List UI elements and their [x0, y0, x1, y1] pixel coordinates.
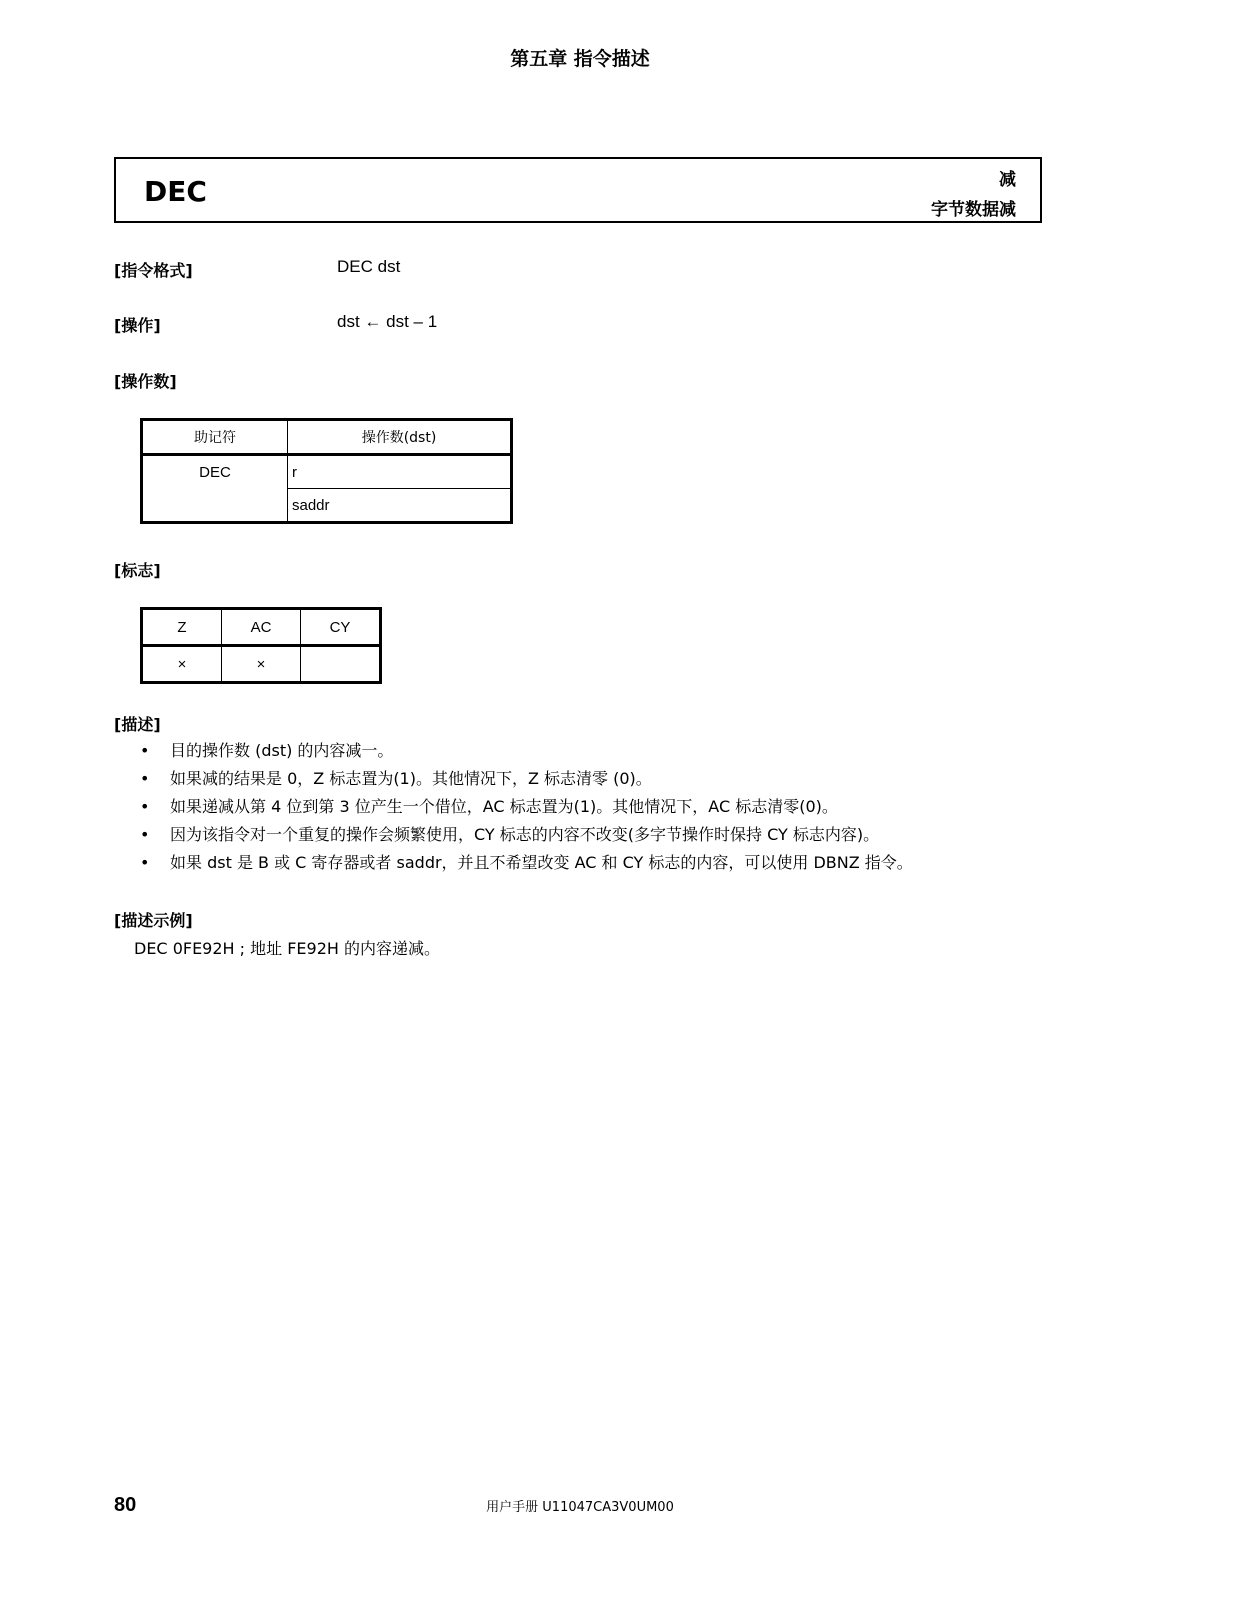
flag-header-z: Z	[142, 609, 222, 646]
list-item	[140, 737, 913, 765]
operands-header-mnemonic: 助记符	[142, 420, 288, 455]
instruction-function-short: 减	[999, 170, 1016, 190]
bullet-icon: •	[140, 825, 150, 844]
table-row	[142, 455, 512, 489]
instruction-title-box	[114, 157, 1042, 223]
instruction-function-long: 字节数据减	[931, 200, 1016, 220]
flag-value-z: ×	[142, 646, 222, 683]
description-label: [描述]	[114, 715, 161, 734]
page-number: 80	[114, 1494, 137, 1516]
example-label: [描述示例]	[114, 911, 193, 930]
operands-mnemonic-cell: DEC	[142, 455, 288, 523]
operation-label: [操作]	[114, 316, 161, 335]
list-item	[140, 821, 913, 849]
bullet-icon: •	[140, 797, 150, 816]
list-item	[140, 765, 913, 793]
instruction-mnemonic: DEC	[144, 175, 207, 208]
operand-cell: r	[288, 455, 512, 489]
description-text: 因为该指令对一个重复的操作会频繁使用，CY 标志的内容不改变(多字节操作时保持 CY 标志内容)。	[170, 825, 880, 844]
format-label: [指令格式]	[114, 261, 193, 280]
bullet-icon: •	[140, 741, 150, 760]
flags-table	[140, 607, 382, 684]
description-list	[140, 737, 913, 877]
description-text: 如果递减从第 4 位到第 3 位产生一个借位，AC 标志置为(1)。其他情况下，AC 标志清零(0)。	[170, 797, 838, 816]
example-text: DEC 0FE92H ; 地址 FE92H 的内容递减。	[134, 939, 441, 958]
list-item	[140, 849, 913, 877]
operand-cell: saddr	[288, 489, 512, 523]
operands-header-row	[142, 420, 512, 455]
format-value: DEC dst	[337, 257, 401, 276]
flags-header-row	[142, 609, 381, 646]
operands-label: [操作数]	[114, 372, 177, 391]
operands-header-operand: 操作数(dst)	[288, 420, 512, 455]
flag-header-ac: AC	[222, 609, 301, 646]
operation-value: dst ← dst – 1	[337, 312, 438, 331]
flag-header-cy: CY	[301, 609, 381, 646]
flag-value-cy	[301, 646, 381, 683]
flags-value-row	[142, 646, 381, 683]
flag-value-ac: ×	[222, 646, 301, 683]
footer-document-id: 用户手册 U11047CA3V0UM00	[486, 1500, 674, 1515]
description-text: 如果 dst 是 B 或 C 寄存器或者 saddr，并且不希望改变 AC 和 CY 标志的内容，可以使用 DBNZ 指令。	[170, 853, 913, 872]
flags-label: [标志]	[114, 561, 161, 580]
chapter-title: 第五章 指令描述	[510, 48, 650, 70]
description-text: 如果减的结果是 0，Z 标志置为(1)。其他情况下，Z 标志清零 (0)。	[170, 769, 652, 788]
operands-table	[140, 418, 513, 524]
list-item	[140, 793, 913, 821]
bullet-icon: •	[140, 853, 150, 872]
bullet-icon: •	[140, 769, 150, 788]
description-text: 目的操作数 (dst) 的内容减一。	[170, 741, 394, 760]
